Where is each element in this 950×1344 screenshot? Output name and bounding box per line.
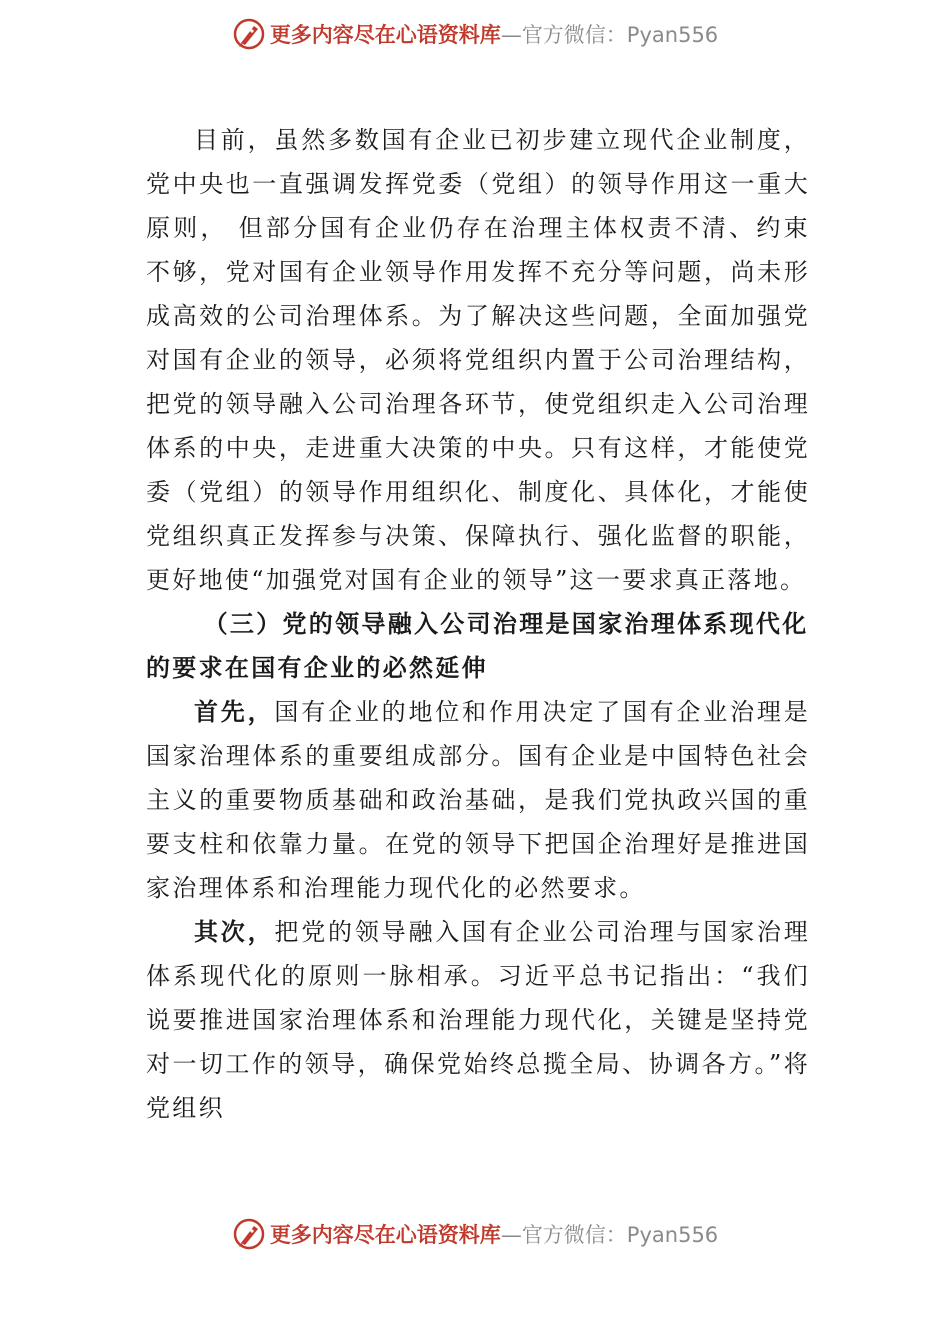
- paragraph-3-text: 把党的领导融入国有企业公司治理与国家治理体系现代化的原则一脉相承。习近平总书记指出：“我们说要推进国家治理体系和治理能力现代化，关键是坚持党对一切工作的领导，确保党始终总揽全局、协调各方。”将党组织: [146, 918, 811, 1122]
- footer-banner-title: 更多内容尽在心语资料库: [269, 1222, 501, 1247]
- pen-logo-icon: [232, 1217, 266, 1251]
- header-banner: [0, 14, 950, 54]
- paragraph-1: 目前，虽然多数国有企业已初步建立现代企业制度，党中央也一直强调发挥党委（党组）的领导作用这一重大原则， 但部分国有企业仍存在治理主体权责不清、约束不够，党对国有企业领导作用发挥不充分等问题，尚未形成高效的公司治理体系。为了解决这些问题，全面加强党对国有企业的领导，必须将党组织内置于公司治理结构，把党的领导融入公司治理各环节，使党组织走入公司治理体系的中央，走进重大决策的中央。只有这样，才能使党委（党组）的领导作用组织化、制度化、具体化，才能使党组织真正发挥参与决策、保障执行、强化监督的职能，更好地使“加强党对国有企业的领导”这一要求真正落地。: [146, 126, 810, 594]
- banner-wechat: —官方微信：Pyan556: [500, 23, 719, 47]
- pen-logo-icon: [232, 17, 266, 51]
- paragraph-2-text: 国有企业的地位和作用决定了国有企业治理是国家治理体系的重要组成部分。国有企业是中国特色社会主义的重要物质基础和政治基础，是我们党执政兴国的重要支柱和依靠力量。在党的领导下把国企治理好是推进国家治理体系和治理能力现代化的必然要求。: [146, 698, 811, 902]
- paragraph-2-lead: 首先，: [194, 697, 275, 726]
- footer-banner-wechat: —官方微信：Pyan556: [500, 1223, 719, 1247]
- paragraph-3: [146, 910, 810, 1130]
- section-heading: （三）党的领导融入公司治理是国家治理体系现代化的要求在国有企业的必然延伸: [146, 609, 809, 682]
- footer-banner: [0, 1214, 950, 1254]
- banner-title: 更多内容尽在心语资料库: [269, 22, 501, 47]
- document-body: [146, 118, 810, 1130]
- paragraph-3-lead: 其次，: [194, 917, 275, 946]
- paragraph-2: [146, 690, 810, 910]
